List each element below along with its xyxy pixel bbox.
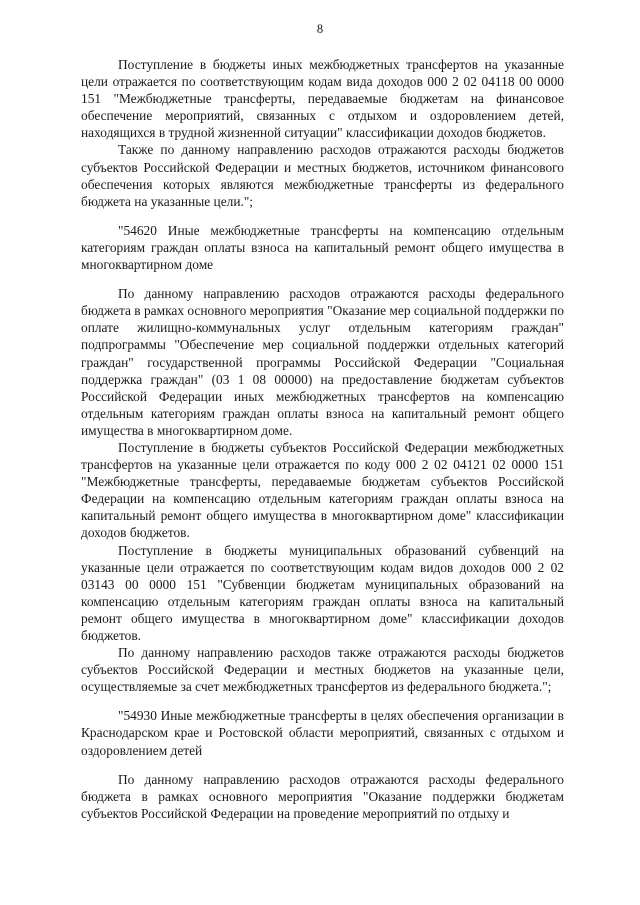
- paragraph-code-54930: "54930 Иные межбюджетные трансферты в целях обеспечения организации в Краснодарском крае и Ростовской области мероприятий, связанных с отдыхом и оздоровлением детей: [81, 708, 564, 758]
- page-number: 8: [316, 22, 324, 36]
- paragraph-support-budgets: По данному направлению расходов отражаются расходы федерального бюджета в рамках основного мероприятия "Оказание поддержки бюджетам субъектов Российской Федерации на проведение мероприятий по отдыху и: [81, 771, 564, 821]
- paragraph-also-expenses: Также по данному направлению расходов отражаются расходы бюджетов субъектов Российской Федерации и местных бюджетов, источником финансового обеспечения которых являются межбюджетные трансферты из федерального бюджета на указанные цели.";: [81, 142, 564, 209]
- paragraph-local-expenses: По данному направлению расходов также отражаются расходы бюджетов субъектов Российской Федерации и местных бюджетов на указанные цели, осуществляемые за счет межбюджетных трансфертов из федерального бюджета.";: [81, 645, 564, 695]
- paragraph-subject-income: Поступление в бюджеты субъектов Российской Федерации межбюджетных трансфертов на указанные цели отражается по коду 000 2 02 04121 02 0000 151 "Межбюджетные трансферты, передаваемые бюджетам субъектов Российской Федерации на компенсацию отдельным категориям граждан оплаты взноса на капитальный ремонт общего имущества в многоквартирном доме" классификации доходов бюджетов.: [81, 439, 564, 541]
- paragraph-municipal-income: Поступление в бюджеты муниципальных образований субвенций на указанные цели отражается по соответствующим кодам видов доходов 000 2 02 03143 00 0000 151 "Субвенции бюджетам муниципальных образований на компенсацию отдельным категориям граждан оплаты взноса на капитальный ремонт общего имущества в многоквартирном доме" классификации доходов бюджетов.: [81, 542, 564, 643]
- paragraph-income-transfers: Поступление в бюджеты иных межбюджетных трансфертов на указанные цели отражается по соответствующим кодам вида доходов 000 2 02 04118 00 0000 151 "Межбюджетные трансферты, передаваемые бюджетам на финансовое обеспечение мероприятий, связанных с отдыхом и оздоровлением детей, находящихся в трудной жизненной ситуации" классификации доходов бюджетов.: [81, 57, 564, 141]
- document-body: [81, 56, 564, 822]
- paragraph-federal-expenses: По данному направлению расходов отражаются расходы федерального бюджета в рамках основного мероприятия "Оказание мер социальной поддержки по оплате жилищно-коммунальных услуг отдельным категориям граждан" подпрограммы "Обеспечение мер социальной поддержки отдельных категорий граждан" государственной программы Российской Федерации "Социальная поддержка граждан" (03 1 08 00000) на предоставление бюджетам субъектов Российской Федерации иных межбюджетных трансфертов на компенсацию отдельным категориям граждан оплаты взноса на капитальный ремонт общего имущества в многоквартирном доме.: [81, 286, 564, 438]
- paragraph-code-54620: "54620 Иные межбюджетные трансферты на компенсацию отдельным категориям граждан оплаты взноса на капитальный ремонт общего имущества в многоквартирном доме: [81, 222, 564, 273]
